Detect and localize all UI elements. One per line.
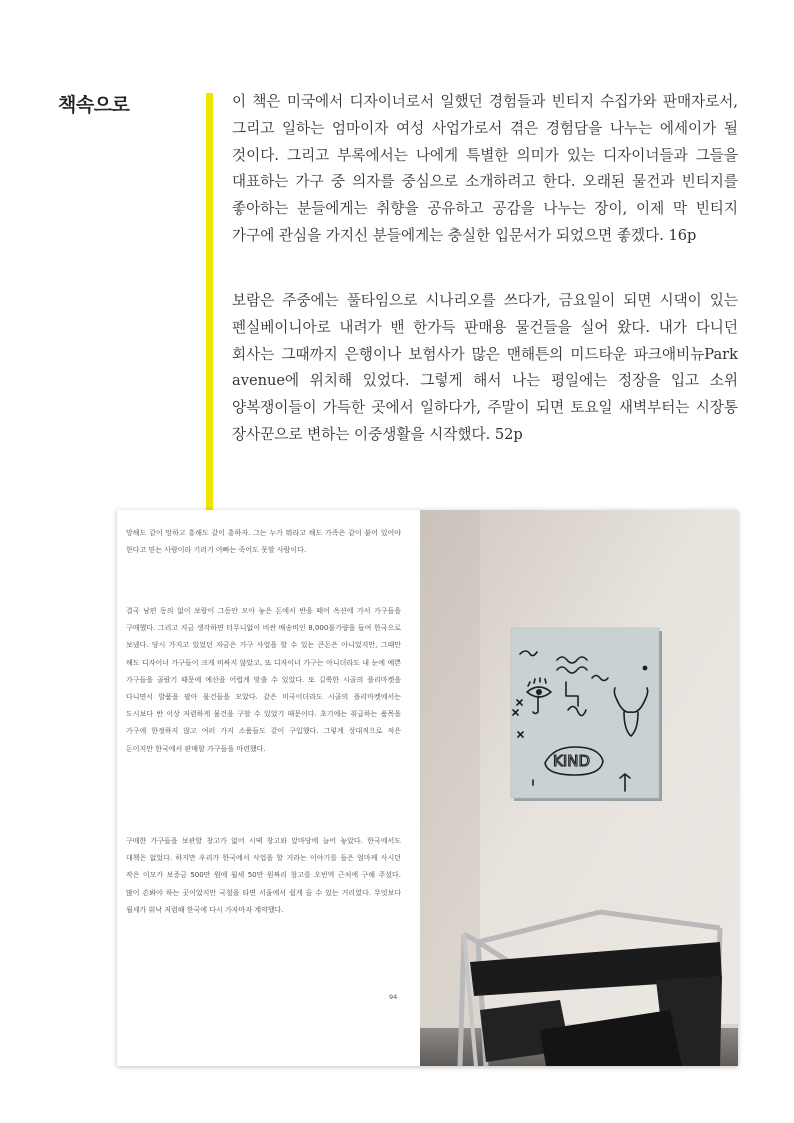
book-quote: 이 책은 미국에서 디자이너로서 일했던 경험들과 빈티지 수집가와 판매자로서, 그리고 일하는 엄마이자 여성 사업가로서 겪은 경험담을 나누는 에세이가 될 것이다. 그리고 부록에서는 나에게 특별한 의미가 있는 디자이너들과 그들을 대표하는 가구 중 의자를 중심으로 소개하려고 한다. 오래된 물건과 빈티지를 좋아하는 분들에게는 취향을 공유하고 공감을 나누는 장이, 이제 막 빈티지 가구에 관심을 가지신 분들에게는 충실한 입문서가 되었으면 좋겠다. 16p <box>232 93 738 244</box>
page-number: 94 <box>389 993 398 1001</box>
page-paragraph: 결국 남편 동의 없이 보람이 그동안 모아 놓은 돈에서 반을 떼어 옥션에 가서 가구들을 구매했다. 그리고 지금 생각하면 터무니없이 비싼 배송비인 8,000불가량을 들여 한국으로 보냈다. 당시 가지고 있었던 자금은 가구 사업을 할 수 있는 큰돈은 아니었지만, 그때만 해도 디자이너 가구들이 크게 비싸지 않았고, 또 디자이너 가구는 아니더라도 내 눈에 예쁜 가구들을 골랐기 때문에 예산을 어렵게 맞출 수 있었다. 또 길쭉한 시골의 플리마켓을 다니면서 발품을 팔아 물건들을 모았다. 같은 미국이더라도 시골의 플리마켓에서는 도시보다 반 이상 저렴하게 물건을 구할 수 있었기 때문이다. 초기에는 취급하는 품목을 가구에 한정하지 않고 여러 가지 소품들도 같이 구입했다. 그렇게 상대적으로 적은 돈이지만 한국에서 판매할 가구들을 마련했다. <box>126 607 401 753</box>
book-spread-image <box>117 510 738 1066</box>
wall-shadow <box>420 510 480 1066</box>
canvas-painting <box>511 628 662 801</box>
page-paragraph: 구매한 가구들을 보관할 창고가 없어 시댁 창고와 앞마당에 늘어 놓았다. 한국에서도 대책은 없었다. 하지만 우리가 한국에서 사업을 할 거라는 이야기를 들은 엄마께 사시던 작은 이모가 보증금 500만 원에 월세 50만 원짜리 창고를 오빈역 근처에 구해 주셨다. 많이 손봐야 하는 곳이었지만 국철을 타면 서울에서 쉽게 올 수 있는 거리였다. 무엇보다 월세가 워낙 저렴해 한국에 다시 가자마자 계약했다. <box>126 837 401 914</box>
dot-mark <box>643 666 648 671</box>
accent-bar <box>206 93 213 511</box>
canvas-word: KIND <box>553 752 591 770</box>
room-photo <box>420 510 738 1066</box>
book-left-page <box>117 510 420 1066</box>
book-quote: 보람은 주중에는 풀타임으로 시나리오를 쓰다가, 금요일이 되면 시댁이 있는 펜실베이니아로 내려가 밴 한가득 판매용 물건들을 실어 왔다. 내가 다니던 회사는 그때까지 은행이나 보험사가 많은 맨해튼의 미드타운 파크애비뉴Park avenue에 위치해 있었다. 그렇게 해서 나는 평일에는 정장을 입고 소위 양복쟁이들이 가득한 곳에서 일하다가, 주말이 되면 토요일 새벽부터는 시장통 장사꾼으로 변하는 이중생활을 시작했다. 52p <box>232 292 738 443</box>
page-paragraph: 망해도 같이 망하고 흥해도 같이 흥하자. 그는 누가 뭐라고 해도 가족은 같이 붙어 있어야 한다고 믿는 사람이라 기러기 아빠는 죽어도 못할 사람이다. <box>126 529 401 555</box>
eye-pupil <box>536 689 542 695</box>
section-title: 책속으로 <box>58 94 130 116</box>
